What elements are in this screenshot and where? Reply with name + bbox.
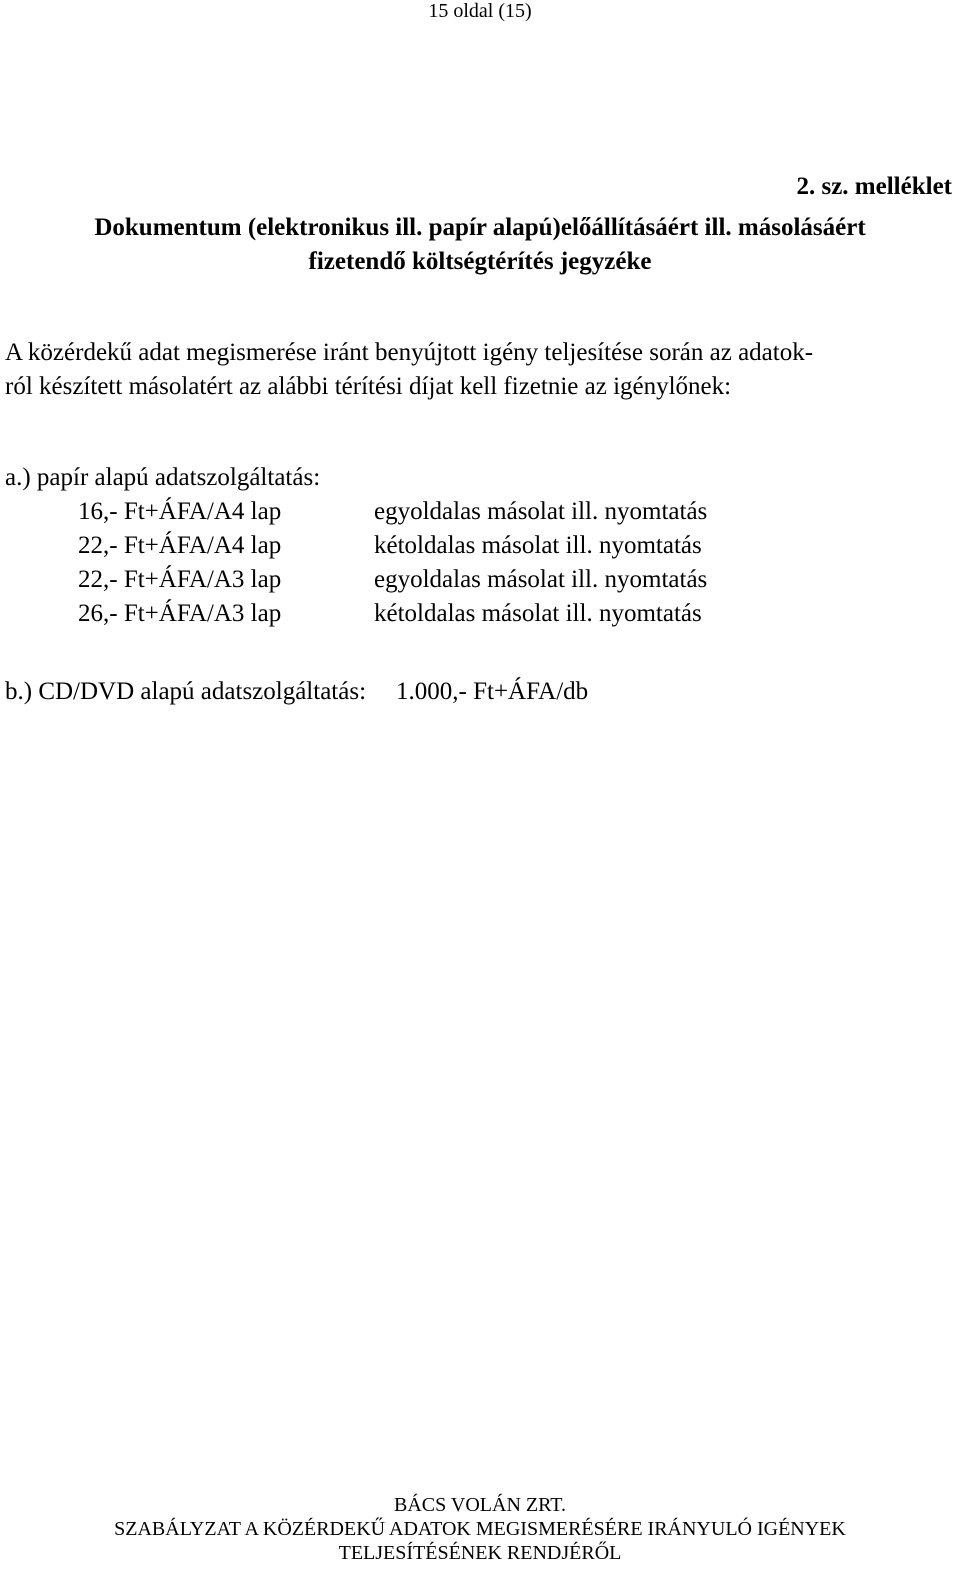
footer-company: BÁCS VOLÁN ZRT. — [394, 1494, 566, 1516]
fee-description: egyoldalas másolat ill. nyomtatás — [374, 566, 708, 593]
page-header — [0, 0, 960, 22]
fee-row — [78, 597, 702, 631]
title-line-1: Dokumentum (elektronikus ill. papír alapú)előállításáért ill. másolásáért — [94, 214, 866, 241]
fee-description: kétoldalas másolat ill. nyomtatás — [374, 532, 702, 559]
page-footer — [0, 1493, 960, 1565]
intro-paragraph — [5, 336, 955, 404]
document-title — [0, 211, 960, 279]
annex-label: 2. sz. melléklet — [796, 173, 952, 200]
title-line-2: fizetendő költségtérítés jegyzéke — [308, 248, 652, 275]
fee-row — [78, 495, 707, 529]
fee-price: 22,- Ft+ÁFA/A4 lap — [78, 532, 282, 559]
fee-price: 26,- Ft+ÁFA/A3 lap — [78, 600, 282, 627]
section-b — [5, 675, 588, 709]
fee-price: 16,- Ft+ÁFA/A4 lap — [78, 498, 282, 525]
section-b-heading: b.) CD/DVD alapú adatszolgáltatás: — [5, 678, 367, 705]
fee-price: 22,- Ft+ÁFA/A3 lap — [78, 566, 282, 593]
intro-line-2: ról készített másolatért az alábbi térítési díjat kell fizetnie az igénylőnek: — [5, 373, 732, 400]
fee-row — [78, 529, 702, 563]
fee-description: kétoldalas másolat ill. nyomtatás — [374, 600, 702, 627]
footer-line-3: TELJESÍTÉSÉNEK RENDJÉRŐL — [338, 1542, 622, 1564]
section-a-heading: a.) papír alapú adatszolgáltatás: — [5, 464, 321, 491]
footer-line-2: SZABÁLYZAT A KÖZÉRDEKŰ ADATOK MEGISMERÉSÉRE IRÁNYULÓ IGÉNYEK — [114, 1518, 846, 1540]
cd-dvd-price: 1.000,- Ft+ÁFA/db — [396, 678, 589, 705]
fee-description: egyoldalas másolat ill. nyomtatás — [374, 498, 708, 525]
fee-row — [78, 563, 707, 597]
intro-line-1: A közérdekű adat megismerése iránt benyújtott igény teljesítése során az adatok- — [5, 339, 814, 366]
page-number: 15 oldal (15) — [428, 0, 532, 22]
